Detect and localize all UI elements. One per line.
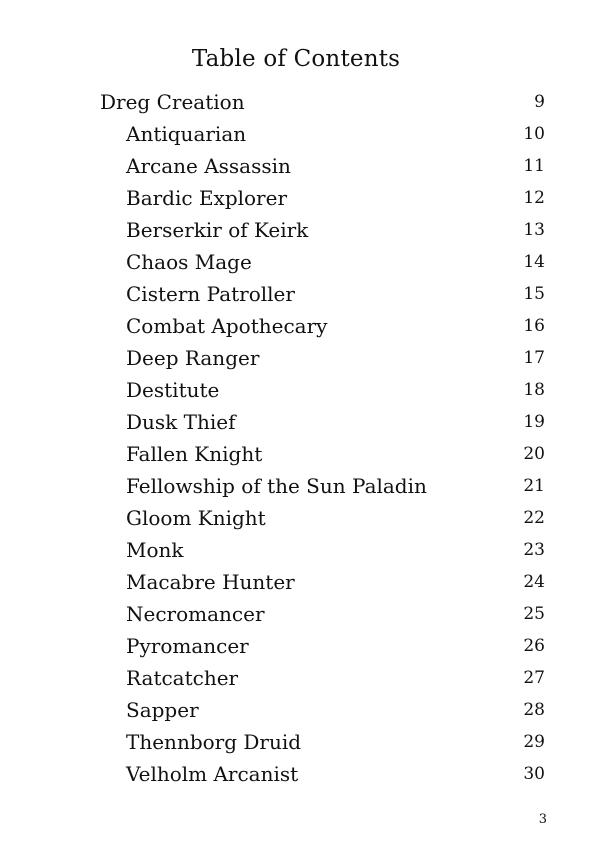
- toc-entry: [0, 470, 592, 502]
- toc-entry-title: Deep Ranger: [126, 346, 260, 370]
- toc-entry: [0, 118, 592, 150]
- toc-entry-page-number: 17: [523, 348, 545, 368]
- toc-entry: [0, 278, 592, 310]
- toc-entry-page-number: 29: [523, 732, 545, 752]
- toc-entry-page-number: 25: [523, 604, 545, 624]
- toc-entry-title: Macabre Hunter: [126, 570, 295, 594]
- toc-entry-page-number: 16: [523, 316, 545, 336]
- toc-entry-page-number: 12: [523, 188, 545, 208]
- toc-entry-title: Arcane Assassin: [126, 154, 291, 178]
- toc-entry-page-number: 19: [523, 412, 545, 432]
- toc-entry: [0, 502, 592, 534]
- toc-entry-title: Thennborg Druid: [126, 730, 302, 754]
- toc-entry-title: Berserkir of Keirk: [126, 218, 309, 242]
- toc-entry: [0, 662, 592, 694]
- toc-entry: [0, 310, 592, 342]
- toc-entry-title: Fallen Knight: [126, 442, 263, 466]
- toc-entry: [0, 374, 592, 406]
- toc-entry-page-number: 18: [523, 380, 545, 400]
- toc-entry-page-number: 28: [523, 700, 545, 720]
- toc-entry-title: Chaos Mage: [126, 250, 252, 274]
- toc-entry: [0, 150, 592, 182]
- toc-entry-page-number: 22: [523, 508, 545, 528]
- toc-entry-title: Dreg Creation: [100, 90, 245, 114]
- toc-entry-title: Velholm Arcanist: [126, 762, 299, 786]
- toc-entry-title: Combat Apothecary: [126, 314, 328, 338]
- toc-entry-page-number: 13: [523, 220, 545, 240]
- toc-entry-page-number: 14: [523, 252, 545, 272]
- toc-entry: [0, 694, 592, 726]
- toc-entry-page-number: 9: [534, 92, 545, 112]
- toc-section-entry: [0, 86, 592, 118]
- toc-entry: [0, 182, 592, 214]
- toc-entry: [0, 758, 592, 790]
- toc-entry: [0, 438, 592, 470]
- toc-entry-page-number: 27: [523, 668, 545, 688]
- toc-entry: [0, 630, 592, 662]
- toc-entry-title: Antiquarian: [126, 122, 247, 146]
- toc-entry: [0, 566, 592, 598]
- toc-entry-title: Pyromancer: [126, 634, 249, 658]
- toc-entry-page-number: 20: [523, 444, 545, 464]
- toc-entry-page-number: 24: [523, 572, 545, 592]
- toc-entry: [0, 246, 592, 278]
- toc-entry-title: Destitute: [126, 378, 220, 402]
- toc-entry-page-number: 15: [523, 284, 545, 304]
- toc-entry: [0, 534, 592, 566]
- toc-entry-title: Bardic Explorer: [126, 186, 288, 210]
- toc-entry-title: Gloom Knight: [126, 506, 266, 530]
- toc-entry-title: Ratcatcher: [126, 666, 239, 690]
- toc-entry-page-number: 21: [523, 476, 545, 496]
- toc-entry: [0, 342, 592, 374]
- toc-entry: [0, 598, 592, 630]
- page-number: 3: [538, 812, 547, 827]
- toc-entry-page-number: 23: [523, 540, 545, 560]
- toc-entry-title: Dusk Thief: [126, 410, 236, 434]
- toc-entry-page-number: 30: [523, 764, 545, 784]
- toc-entry: [0, 406, 592, 438]
- toc-entry-title: Sapper: [126, 698, 199, 722]
- toc-entry-title: Monk: [126, 538, 184, 562]
- toc-entry-page-number: 26: [523, 636, 545, 656]
- page-title: Table of Contents: [191, 46, 401, 72]
- toc-entry-title: Cistern Patroller: [126, 282, 295, 306]
- toc-entry-page-number: 11: [523, 156, 545, 176]
- toc-entry-title: Fellowship of the Sun Paladin: [126, 474, 427, 498]
- toc-entry-title: Necromancer: [126, 602, 265, 626]
- toc-entry: [0, 726, 592, 758]
- toc-entry-page-number: 10: [523, 124, 545, 144]
- toc-entry: [0, 214, 592, 246]
- table-of-contents: [0, 86, 592, 786]
